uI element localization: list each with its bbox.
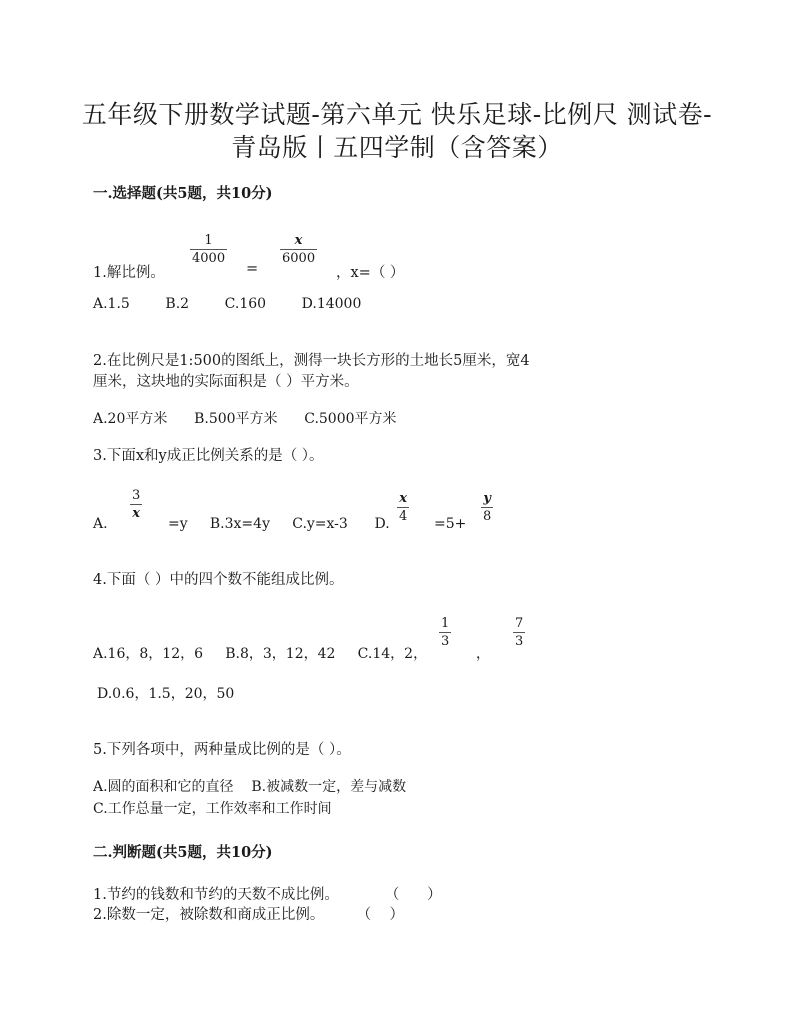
q3-option-d-mid: =5+ <box>434 516 467 532</box>
section-heading-judgement: 二.判断题(共5题，共10分) <box>93 844 273 861</box>
q3-option-a-prefix: A. <box>93 516 108 532</box>
q4-stem: 4.下面（ ）中的四个数不能组成比例。 <box>93 572 344 588</box>
q3-fraction-a <box>130 488 142 521</box>
q4-fraction-1 <box>439 616 451 649</box>
fraction-bar <box>130 504 142 505</box>
q5-stem: 5.下列各项中，两种量成比例的是（ ）。 <box>93 742 351 758</box>
q4-frac1-numerator: 1 <box>441 616 450 631</box>
q1-equals: = <box>246 261 259 277</box>
q1-fraction-left <box>190 233 227 266</box>
fraction-bar <box>481 507 493 508</box>
q3-options-middle: =y B.3x=4y C.y=x-3 D. <box>168 516 390 532</box>
q3-fracD2-denominator: 8 <box>483 509 492 524</box>
q3-fracA-numerator: 3 <box>132 488 141 503</box>
q2-options: A.20平方米 B.500平方米 C.5000平方米 <box>93 411 397 427</box>
fraction-bar <box>439 632 451 633</box>
q1-frac2-numerator: x <box>294 233 303 248</box>
q2-stem-line1: 2.在比例尺是1:500的图纸上，测得一块长方形的土地长5厘米，宽4 <box>93 353 530 369</box>
q1-frac1-numerator: 1 <box>204 233 213 248</box>
q1-fraction-right <box>280 233 317 266</box>
q5-options-line1: A.圆的面积和它的直径 B.被减数一定，差与减数 <box>93 779 407 795</box>
q3-fracD1-numerator: x <box>399 491 408 506</box>
fraction-bar <box>190 249 227 250</box>
fraction-bar <box>513 632 525 633</box>
q1-frac1-denominator: 4000 <box>192 251 226 266</box>
page-title-line1: 五年级下册数学试题-第六单元 快乐足球-比例尺 测试卷- <box>81 100 713 129</box>
q3-fracA-denominator: x <box>132 506 141 521</box>
q4-comma: ， <box>476 646 490 662</box>
page-title-line2: 青岛版丨五四学制（含答案） <box>231 133 563 162</box>
q1-prefix: 1.解比例。 <box>93 265 165 281</box>
q1-frac2-denominator: 6000 <box>282 251 316 266</box>
q5-options-line2: C.工作总量一定，工作效率和工作时间 <box>93 801 332 817</box>
q2-stem-line2: 厘米，这块地的实际面积是（ ）平方米。 <box>93 374 359 390</box>
q3-fracD2-numerator: y <box>483 491 491 506</box>
q3-fracD1-denominator: 4 <box>399 509 408 524</box>
q1-options: A.1.5 B.2 C.160 D.14000 <box>93 296 362 312</box>
fraction-bar <box>280 249 317 250</box>
q4-fraction-2 <box>513 616 525 649</box>
q3-fraction-d2 <box>481 491 493 524</box>
q4-frac2-numerator: 7 <box>515 616 524 631</box>
q4-option-d: D.0.6，1.5，20，50 <box>97 686 235 702</box>
q1-suffix: ，x=（ ） <box>336 265 405 281</box>
q4-frac2-denominator: 3 <box>515 634 524 649</box>
section-heading-choice: 一.选择题(共5题，共10分) <box>93 185 273 202</box>
q4-options-abc: A.16，8，12，6 B.8，3，12，42 C.14，2， <box>93 646 428 662</box>
q3-stem: 3.下面x和y成正比例关系的是（ ）。 <box>93 448 324 464</box>
judge-q2: 2.除数一定，被除数和商成正比例。 （ ） <box>93 907 405 923</box>
q3-fraction-d1 <box>397 491 409 524</box>
judge-q1: 1.节约的钱数和节约的天数不成比例。 （ ） <box>93 887 442 903</box>
fraction-bar <box>397 507 409 508</box>
q4-frac1-denominator: 3 <box>441 634 450 649</box>
